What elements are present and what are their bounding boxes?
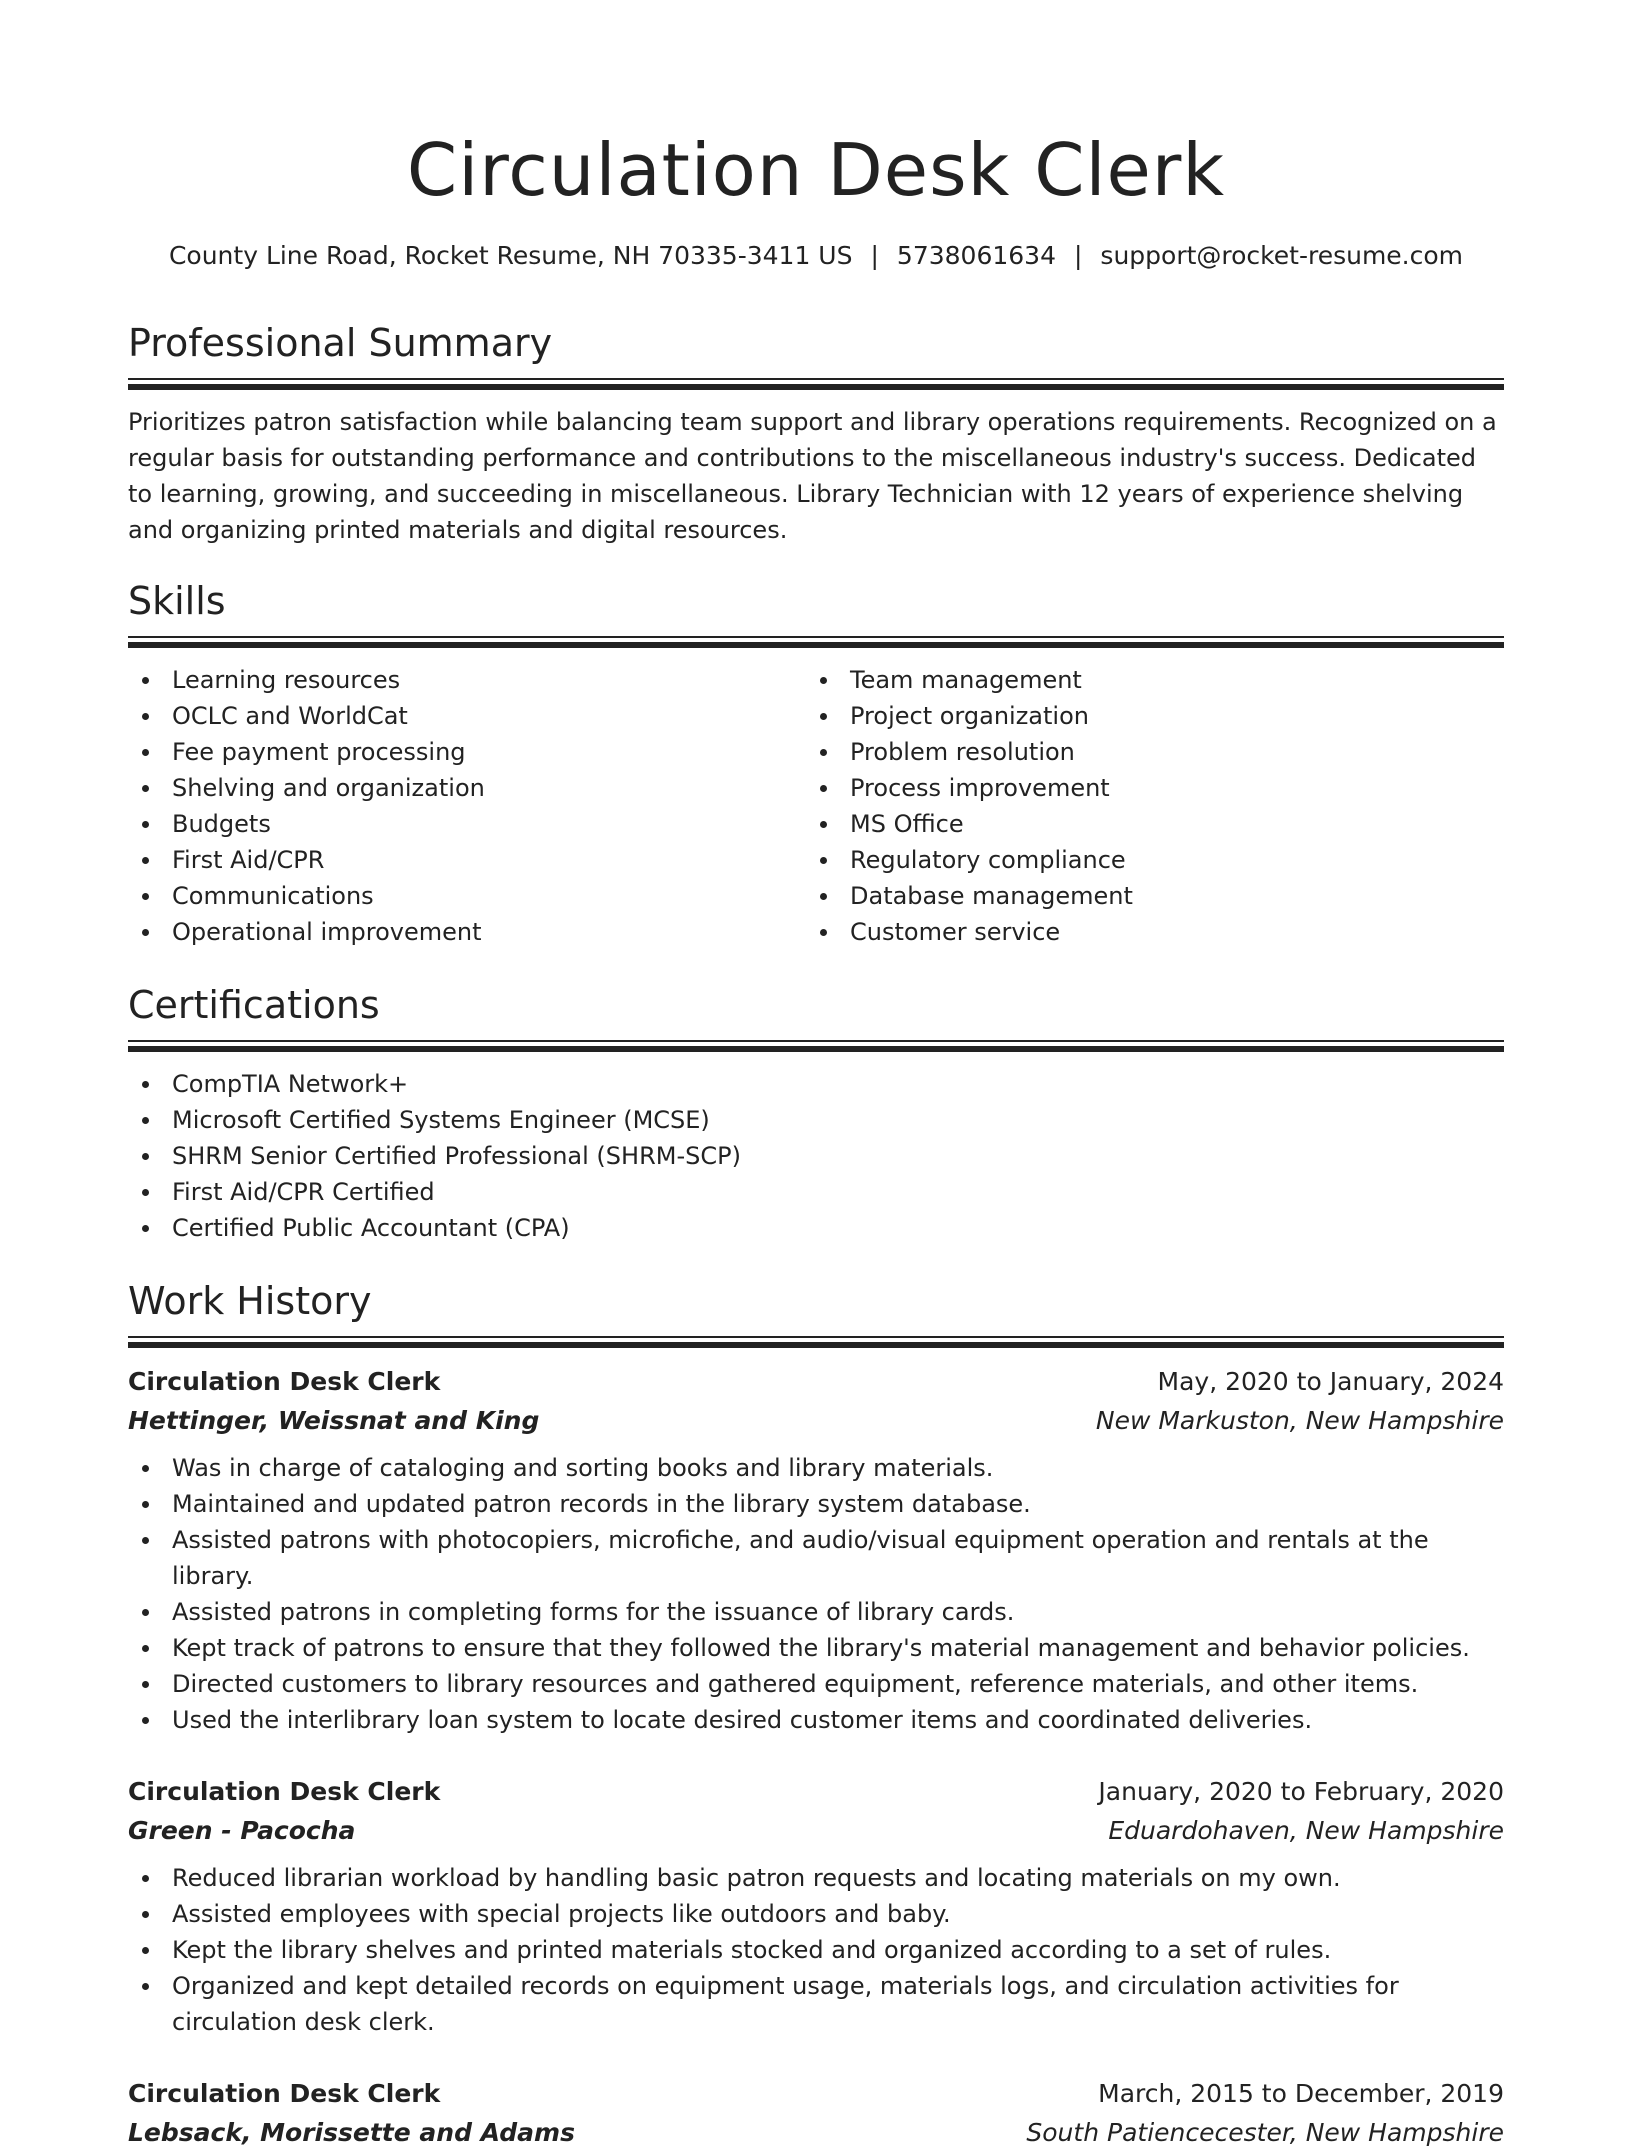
jobs-list <box>128 1362 1504 2152</box>
skill-item: Team management <box>850 662 1484 698</box>
section-title: Professional Summary <box>128 321 553 365</box>
section-divider <box>128 636 1504 648</box>
skill-item: Problem resolution <box>850 734 1484 770</box>
job-bullet: Reduced librarian workload by handling basic patron requests and locating materials on my own. <box>172 1860 1504 1896</box>
skills-section <box>128 576 1504 950</box>
skill-item: First Aid/CPR <box>172 842 806 878</box>
job-employer-row <box>128 2113 1504 2152</box>
summary-section <box>128 318 1504 548</box>
job-company: Green - Pacocha <box>128 1816 356 1845</box>
job-location: Eduardohaven, New Hampshire <box>1108 1816 1504 1845</box>
certification-item: First Aid/CPR Certified <box>172 1174 1504 1210</box>
job-bullet: Was in charge of cataloging and sorting books and library materials. <box>172 1450 1504 1486</box>
job-location: South Patiencecester, New Hampshire <box>1026 2118 1504 2147</box>
job-entry <box>128 1362 1504 1738</box>
job-entry <box>128 1772 1504 2040</box>
job-bullet: Kept the library shelves and printed materials stocked and organized according to a set of rules. <box>172 1932 1504 1968</box>
contact-phone: 5738061634 <box>896 241 1056 270</box>
job-bullet: Maintained and updated patron records in the library system database. <box>172 1486 1504 1522</box>
section-title: Skills <box>128 579 226 623</box>
job-title: Circulation Desk Clerk <box>128 1777 441 1806</box>
job-company: Hettinger, Weissnat and King <box>128 1406 540 1435</box>
skills-column-right <box>806 662 1484 950</box>
job-dates: May, 2020 to January, 2024 <box>1157 1367 1504 1396</box>
skills-list-right <box>806 662 1484 950</box>
job-title: Circulation Desk Clerk <box>128 2079 441 2108</box>
skill-item: Budgets <box>172 806 806 842</box>
job-entry <box>128 2074 1504 2152</box>
job-bullet: Organized and kept detailed records on equipment usage, materials logs, and circulation activities for circulation desk clerk. <box>172 1968 1504 2040</box>
job-employer-row <box>128 1811 1504 1850</box>
skills-columns <box>128 662 1504 950</box>
skill-item: Shelving and organization <box>172 770 806 806</box>
certifications-list <box>128 1066 1504 1246</box>
skill-item: Learning resources <box>172 662 806 698</box>
skill-item: Project organization <box>850 698 1484 734</box>
job-dates: March, 2015 to December, 2019 <box>1098 2079 1504 2108</box>
job-header-row <box>128 2074 1504 2113</box>
certification-item: SHRM Senior Certified Professional (SHRM-SCP) <box>172 1138 1504 1174</box>
certification-item: CompTIA Network+ <box>172 1066 1504 1102</box>
job-employer-row <box>128 1401 1504 1440</box>
job-dates: January, 2020 to February, 2020 <box>1098 1777 1504 1806</box>
job-bullets <box>128 1860 1504 2040</box>
skill-item: Operational improvement <box>172 914 806 950</box>
job-bullets <box>128 1450 1504 1738</box>
job-header-row <box>128 1362 1504 1401</box>
skill-item: Customer service <box>850 914 1484 950</box>
certifications-section <box>128 980 1504 1246</box>
contact-separator: | <box>1073 241 1083 270</box>
skill-item: Regulatory compliance <box>850 842 1484 878</box>
contact-separator: | <box>870 241 879 270</box>
certification-item: Certified Public Accountant (CPA) <box>172 1210 1504 1246</box>
job-bullet: Used the interlibrary loan system to locate desired customer items and coordinated deliveries. <box>172 1702 1504 1738</box>
skill-item: Communications <box>172 878 806 914</box>
section-title: Certifications <box>128 983 380 1027</box>
work-history-section <box>128 1276 1504 2152</box>
section-title: Work History <box>128 1279 372 1323</box>
job-bullet: Assisted patrons in completing forms for the issuance of library cards. <box>172 1594 1504 1630</box>
job-location: New Markuston, New Hampshire <box>1095 1406 1504 1435</box>
job-company: Lebsack, Morissette and Adams <box>128 2118 575 2147</box>
skills-list-left <box>128 662 806 950</box>
certification-item: Microsoft Certified Systems Engineer (MCSE) <box>172 1102 1504 1138</box>
contact-address: County Line Road, Rocket Resume, NH 70335-3411 US <box>168 241 853 270</box>
contact-line <box>128 236 1504 276</box>
summary-text: Prioritizes patron satisfaction while balancing team support and library operations requirements. Recognized on a regular basis for outstanding performance and contributions to the miscellaneous industry's success. Dedicated to learning, growing, and succeeding in miscellaneous. Library Technician with 12 years of experience shelving and organizing printed materials and digital resources. <box>128 408 1497 544</box>
skill-item: Process improvement <box>850 770 1484 806</box>
section-divider <box>128 1336 1504 1348</box>
contact-email: support@rocket-resume.com <box>1100 241 1464 270</box>
job-title: Circulation Desk Clerk <box>128 1367 441 1396</box>
job-bullet: Assisted employees with special projects like outdoors and baby. <box>172 1896 1504 1932</box>
job-bullet: Assisted patrons with photocopiers, microfiche, and audio/visual equipment operation and rentals at the library. <box>172 1522 1504 1594</box>
section-divider <box>128 378 1504 390</box>
skill-item: Fee payment processing <box>172 734 806 770</box>
job-bullet: Directed customers to library resources and gathered equipment, reference materials, and other items. <box>172 1666 1504 1702</box>
skill-item: Database management <box>850 878 1484 914</box>
skill-item: MS Office <box>850 806 1484 842</box>
job-bullet: Kept track of patrons to ensure that they followed the library's material management and behavior policies. <box>172 1630 1504 1666</box>
resume-name: Circulation Desk Clerk <box>406 128 1226 212</box>
section-divider <box>128 1040 1504 1052</box>
job-header-row <box>128 1772 1504 1811</box>
skill-item: OCLC and WorldCat <box>172 698 806 734</box>
skills-column-left <box>128 662 806 950</box>
